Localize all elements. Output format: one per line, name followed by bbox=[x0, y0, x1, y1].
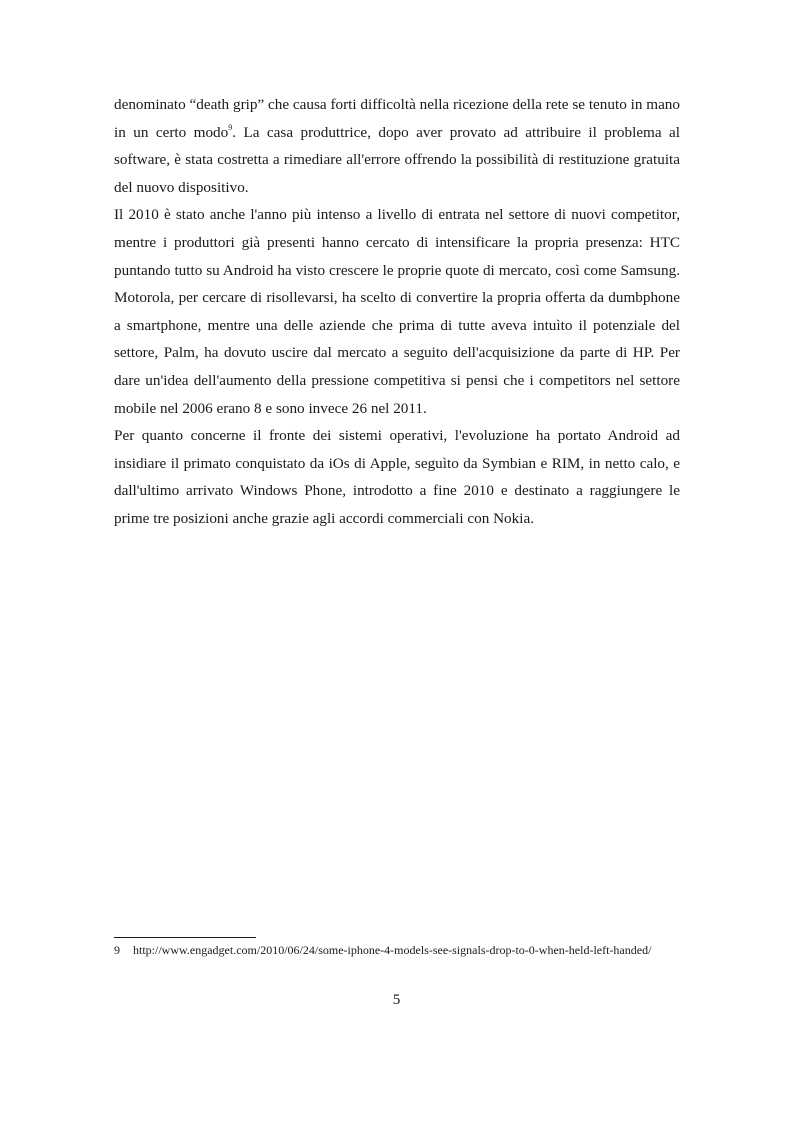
footnote-reference[interactable]: 9 bbox=[228, 122, 233, 132]
footnote-number: 9 bbox=[114, 943, 120, 957]
page-number: 5 bbox=[392, 991, 401, 1008]
paragraph-2010-competitors: Il 2010 è stato anche l'anno più intenso a livello di entrata nel settore di nuovi competitor, mentre i produttori già presenti hanno cercato di intensificare la propria presenza: HTC puntando tutto su Android ha visto crescere le proprie quote di mercato, così come Samsung. Motorola, per cercare di risollevarsi, ha scelto di convertire la propria offerta da dumbphone a smartphone, mentre una delle aziende che prima di tutte aveva intuìto il potenziale del settore, Palm, ha dovuto uscire dal mercato a seguito dell'acquisizione da parte di HP. Per dare un'idea dell'aumento della pressione competitiva si pensi che i competitors nel settore mobile nel 2006 erano 8 e sono invece 26 nel 2011. bbox=[114, 206, 680, 417]
paragraph-text: . La casa produttrice, dopo aver provato ad attribuire il problema al software, è stata costretta a rimediare all'errore offrendo la possibilità di restituzione gratuita del nuovo dispositivo. bbox=[114, 123, 681, 196]
paragraph-operating-systems: Per quanto concerne il fronte dei sistemi operativi, l'evoluzione ha portato Android ad insidiare il primato conquistato da iOs di Apple, seguìto da Symbian e RIM, in netto calo, e dall'ultimo arrivato Windows Phone, introdotto a fine 2010 e destinato a raggiungere le prime tre posizioni anche grazie agli accordi commerciali con Nokia. bbox=[114, 427, 680, 527]
footnote-separator bbox=[114, 937, 256, 938]
body-text bbox=[114, 91, 680, 533]
footnote-url[interactable]: http://www.engadget.com/2010/06/24/some-iphone-4-models-see-signals-drop-to-0-when-held-left-handed/ bbox=[133, 943, 652, 957]
paragraph-death-grip bbox=[114, 91, 680, 201]
footnote bbox=[114, 942, 680, 958]
paragraph-text: denominato “death grip” che causa forti difficoltà nella ricezione della rete se tenuto in mano in un certo modo bbox=[114, 96, 680, 141]
